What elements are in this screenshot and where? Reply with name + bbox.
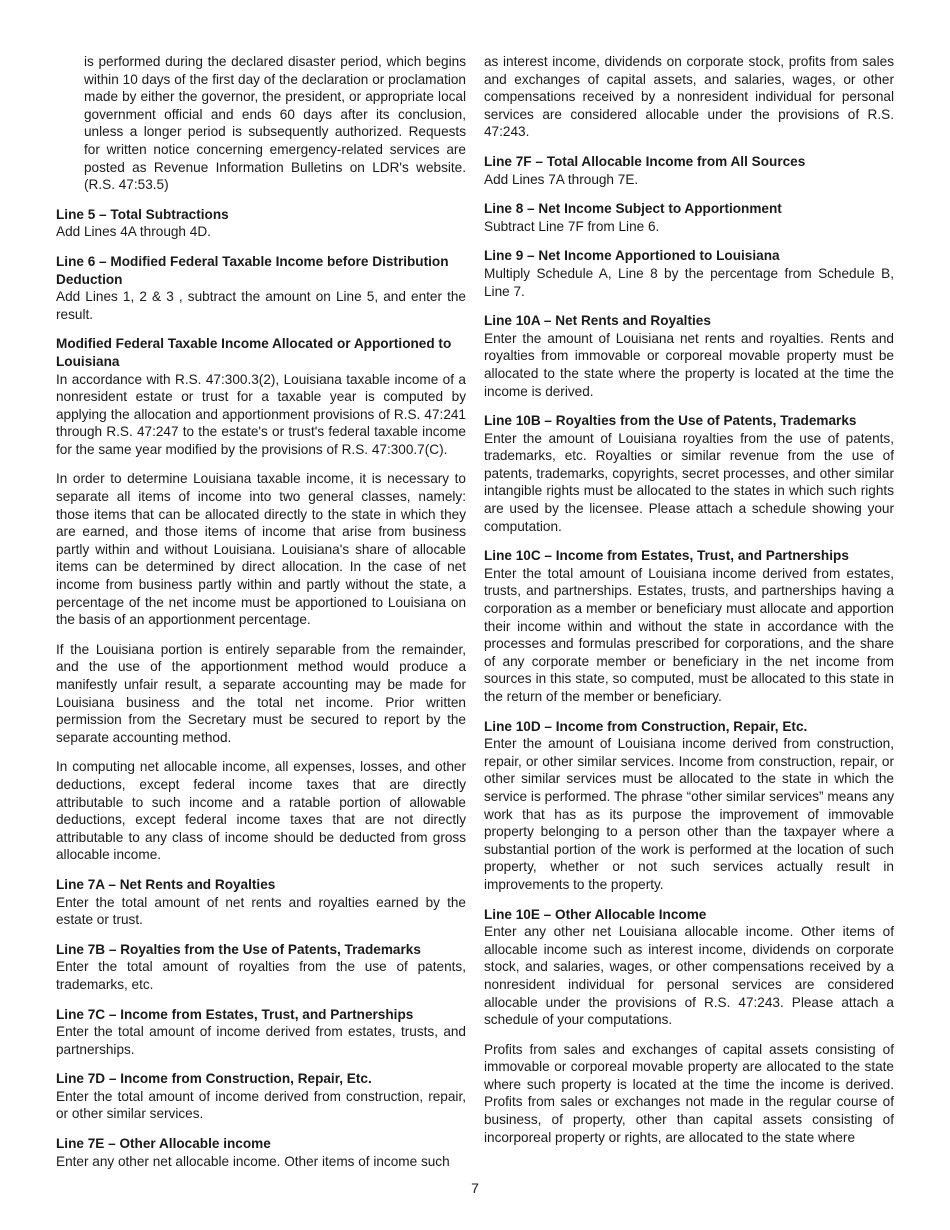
section-heading: Line 5 – Total Subtractions [56,206,229,222]
line6-section [56,253,466,323]
line10d-section [484,718,894,894]
section-text: In accordance with R.S. 47:300.3(2), Louisiana taxable income of a nonresident estate or trust for a taxable year is computed by applying the allocation and apportionment provisions of R.S. 47:241 through R.S. 47:247 to the estate's or trust's federal taxable income for the same year modified by the provisions of R.S. 47:300.7(C). [56,371,466,457]
section-heading: Line 10C – Income from Estates, Trust, and Partnerships [484,548,849,564]
body-paragraph: Profits from sales and exchanges of capital assets consisting of immovable or corporeal movable property are allocated to the state where such property is located at the time the income is derived. Profits from sales or exchanges not made in the regular course of business, of property, other than capital assets consisting of incorporeal property or rights, are allocated to the state where [484,1041,894,1145]
body-paragraph: In computing net allocable income, all expenses, losses, and other deductions, except federal income taxes that are directly attributable to such income and a ratable portion of allowable deductions, except federal income taxes that are not directly attributable to any class of income should be deducted from gross allocable income. [56,759,466,863]
section-text: Enter the total amount of net rents and royalties earned by the estate or trust. [56,894,466,928]
line7f-section [484,153,894,188]
section-heading: Line 8 – Net Income Subject to Apportionment [484,201,782,217]
section-heading: Line 7C – Income from Estates, Trust, and Partnerships [56,1006,414,1022]
line7b-section [56,941,466,994]
section-text: Enter the total amount of royalties from the use of patents, trademarks, etc. [56,959,466,992]
section-text: Enter the amount of Louisiana income derived from construction, repair, or other similar services. Income from construction, repair, or other similar services must be allocated to the state in which the service is performed. The phrase “other similar services” means any work that has as its purpose the improvement of immovable property belonging to a person other than the taxpayer where a substantial portion of the work is performed at the location of such property, whether or not such services actually result in improvements to the property. [484,736,894,892]
section-text: Enter the total amount of income derived from estates, trusts, and partnerships. [56,1024,466,1057]
section-heading: Line 7E – Other Allocable income [56,1136,271,1152]
page-number: 7 [471,1180,479,1196]
section-text: Add Lines 7A through 7E. [484,171,639,187]
line10e-section [484,906,894,1029]
line10b-section [484,412,894,535]
section-text: Enter the total amount of income derived from construction, repair, or other similar services. [56,1088,466,1122]
body-paragraph: If the Louisiana portion is entirely separable from the remainder, and the use of the apportionment method would produce a manifestly unfair result, a separate accounting may be made for Louisiana business and the total net income. Prior written permission from the Secretary must be secured to report by the separate accounting method. [56,641,466,745]
left-column [56,53,466,1182]
line7d-section [56,1070,466,1123]
section-text: Enter the total amount of Louisiana income derived from estates, trusts, and partnerships. Estates, trusts, and partnerships having a corporation as a member or beneficiary must allocate and apportion their income within and without the state in accordance with the processes and formulas prescribed for corporations, and the share of any corporate member or beneficiary in the net income from sources in this state, so computed, must be allocated to this state in the return of the member or beneficiary. [484,565,894,704]
right-column [484,53,894,1158]
section-heading: Line 6 – Modified Federal Taxable Income before Distribution Deduction [56,253,449,287]
section-heading: Line 7F – Total Allocable Income from All Sources [484,153,806,169]
section-heading: Line 10A – Net Rents and Royalties [484,313,711,329]
line9-section [484,247,894,300]
body-paragraph: In order to determine Louisiana taxable income, it is necessary to separate all items of income into two general classes, namely: those items that can be allocated directly to the state in which they are earned, and those items of income that arise from business partly within and without Louisiana. Louisiana's share of allocable items can be determined by direct allocation. In the case of net income from business partly within and partly without the state, a percentage of the net income must be apportioned to Louisiana on the basis of an apportionment percentage. [56,471,466,628]
section-heading: Modified Federal Taxable Income Allocated or Apportioned to Louisiana [56,336,452,369]
section-heading: Line 9 – Net Income Apportioned to Louisiana [484,248,780,264]
section-heading: Line 7A – Net Rents and Royalties [56,876,276,892]
line7a-section [56,876,466,929]
section-heading: Line 10D – Income from Construction, Repair, Etc. [484,718,808,734]
section-heading: Line 10E – Other Allocable Income [484,906,707,922]
section-heading: Line 7B – Royalties from the Use of Patents, Trademarks [56,941,421,957]
intro-paragraph: as interest income, dividends on corporate stock, profits from sales and exchanges of capital assets, and salaries, wages, or other compensations received by a nonresident individual for personal services are considered allocable under the provisions of R.S. 47:243. [484,54,894,140]
section-text: Enter any other net Louisiana allocable income. Other items of allocable income such as interest income, dividends on corporate stock, and salaries, wages, or other compensations received by a nonresident individual for personal services are considered allocable under the provisions of R.S. 47:243. Please attach a schedule of your computations. [484,924,894,1028]
section-text: Subtract Line 7F from Line 6. [484,218,660,234]
section-text: Add Lines 4A through 4D. [56,224,211,240]
line10a-section [484,312,894,400]
line7e-section [56,1135,466,1170]
section-text: Enter the amount of Louisiana royalties from the use of patents, trademarks, etc. Royalties or similar revenue from the use of patents, trademarks, copyrights, secret processes, and other similar intangible rights must be allocated to the states in which such rights are used by the licensee. Please attach a schedule showing your computation. [484,430,894,534]
section-text: Multiply Schedule A, Line 8 by the percentage from Schedule B, Line 7. [484,265,894,299]
line7c-section [56,1006,466,1059]
line10c-section [484,547,894,705]
intro-paragraph: is performed during the declared disaster period, which begins within 10 days of the first day of the declaration or proclamation made by either the governor, the president, or appropriate local government official and ends 60 days after its conclusion, unless a longer period is subsequently authorized. Requests for written notice concerning emergency-related services are posted as Revenue Information Bulletins on LDR's website. (R.S. 47:53.5) [84,54,466,193]
modified-income-section [56,335,466,458]
line8-section [484,200,894,235]
section-heading: Line 10B – Royalties from the Use of Patents, Trademarks [484,413,857,429]
section-text: Add Lines 1, 2 & 3 , subtract the amount on Line 5, and enter the result. [56,289,466,322]
line5-section [56,206,466,241]
section-text: Enter any other net allocable income. Other items of income such [56,1153,450,1169]
section-heading: Line 7D – Income from Construction, Repair, Etc. [56,1071,372,1087]
section-text: Enter the amount of Louisiana net rents and royalties. Rents and royalties from immovable or corporeal movable property must be allocated to the state where the property is located at the time the income is derived. [484,330,894,399]
